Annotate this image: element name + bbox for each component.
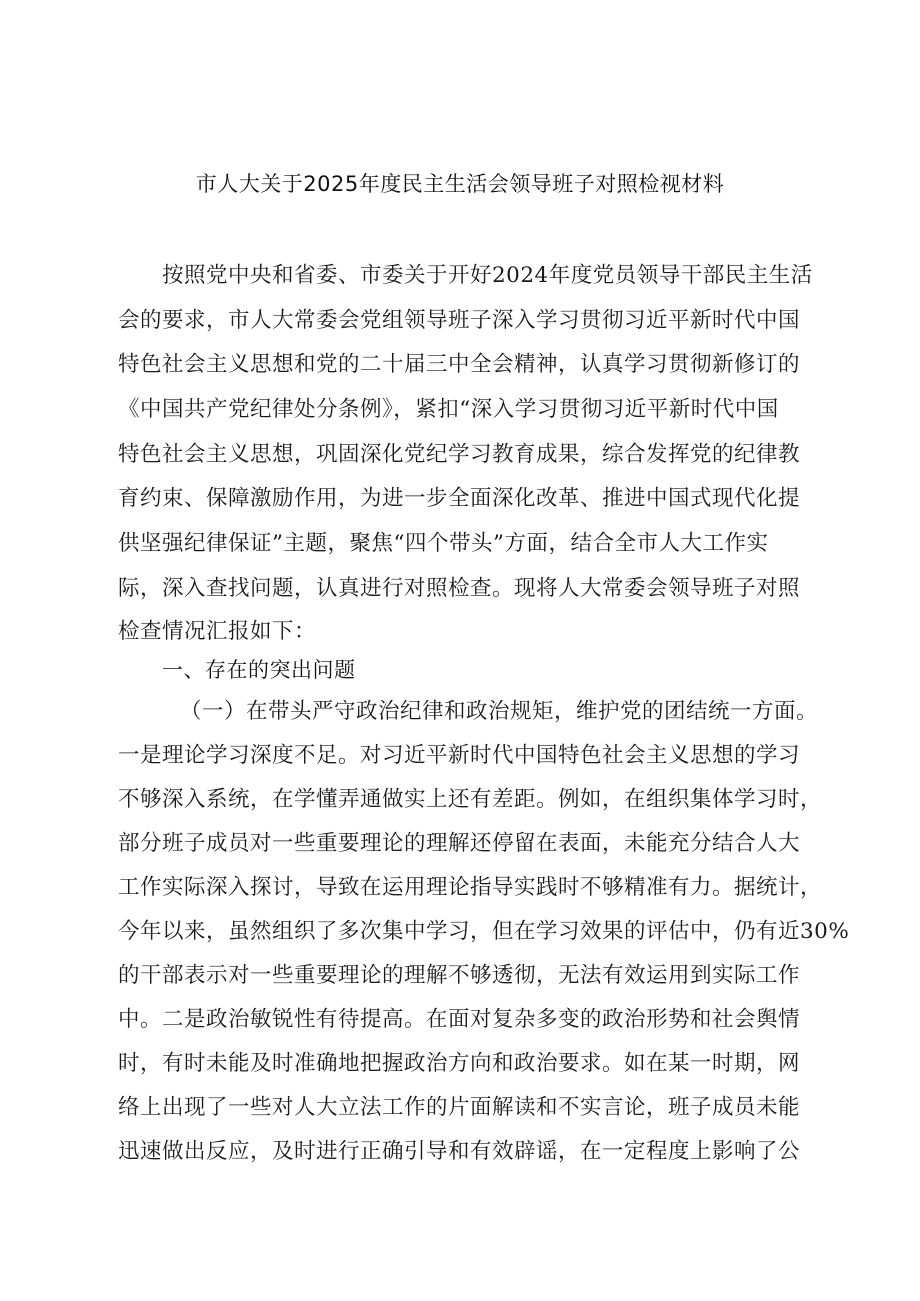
intro-line-2: 会的要求，市人大常委会党组领导班子深入学习贯彻习近平新时代中国 xyxy=(118,308,801,333)
section-line-8: 中。二是政治敏锐性有待提高。在面对复杂多变的政治形势和社会舆情 xyxy=(118,1007,801,1032)
intro-line-6: 育约束、保障激励作用，为进一步全面深化改革、推进中国式现代化提 xyxy=(118,486,801,511)
section-line-4: 部分班子成员对一些重要理论的理解还停留在表面，未能充分结合人大 xyxy=(118,831,801,856)
intro-line-4: 《中国共产党纪律处分条例》，紧扣“深入学习贯彻习近平新时代中国 xyxy=(118,397,779,422)
intro-line-8: 际，深入查找问题，认真进行对照检查。现将人大常委会领导班子对照 xyxy=(118,576,801,601)
intro-line-7: 供坚强纪律保证”主题，聚焦“四个带头”方面，结合全市人大工作实 xyxy=(118,531,769,556)
section-line-11: 迅速做出反应，及时进行正确引导和有效辟谣，在一定程度上影响了公 xyxy=(118,1139,801,1164)
document-title: 市人大关于2025年度民主生活会领导班子对照检视材料 xyxy=(195,172,725,196)
section-line-5: 工作实际深入探讨，导致在运用理论指导实践时不够精准有力。据统计， xyxy=(118,875,823,900)
section-line-1: （一）在带头严守政治纪律和政治规矩，维护党的团结统一方面。 xyxy=(180,699,819,724)
section-line-10: 络上出现了一些对人大立法工作的片面解读和不实言论，班子成员未能 xyxy=(118,1095,801,1120)
section-heading: 一、存在的突出问题 xyxy=(162,658,356,682)
intro-line-5: 特色社会主义思想，巩固深化党纪学习教育成果，综合发挥党的纪律教 xyxy=(118,442,801,467)
section-line-3: 不够深入系统，在学懂弄通做实上还有差距。例如，在组织集体学习时， xyxy=(118,787,823,812)
section-line-2: 一是理论学习深度不足。对习近平新时代中国特色社会主义思想的学习 xyxy=(118,743,801,768)
section-line-7: 的干部表示对一些重要理论的理解不够透彻，无法有效运用到实际工作 xyxy=(118,963,801,988)
intro-line-9: 检查情况汇报如下： xyxy=(118,619,317,644)
intro-line-3: 特色社会主义思想和党的二十届三中全会精神，认真学习贯彻新修订的 xyxy=(118,352,801,377)
section-line-9: 时，有时未能及时准确地把握政治方向和政治要求。如在某一时期，网 xyxy=(118,1051,801,1076)
intro-line-1: 按照党中央和省委、市委关于开好2024年度党员领导干部民主生活 xyxy=(162,263,813,288)
section-line-6: 今年以来，虽然组织了多次集中学习，但在学习效果的评估中，仍有近30% xyxy=(118,919,850,944)
